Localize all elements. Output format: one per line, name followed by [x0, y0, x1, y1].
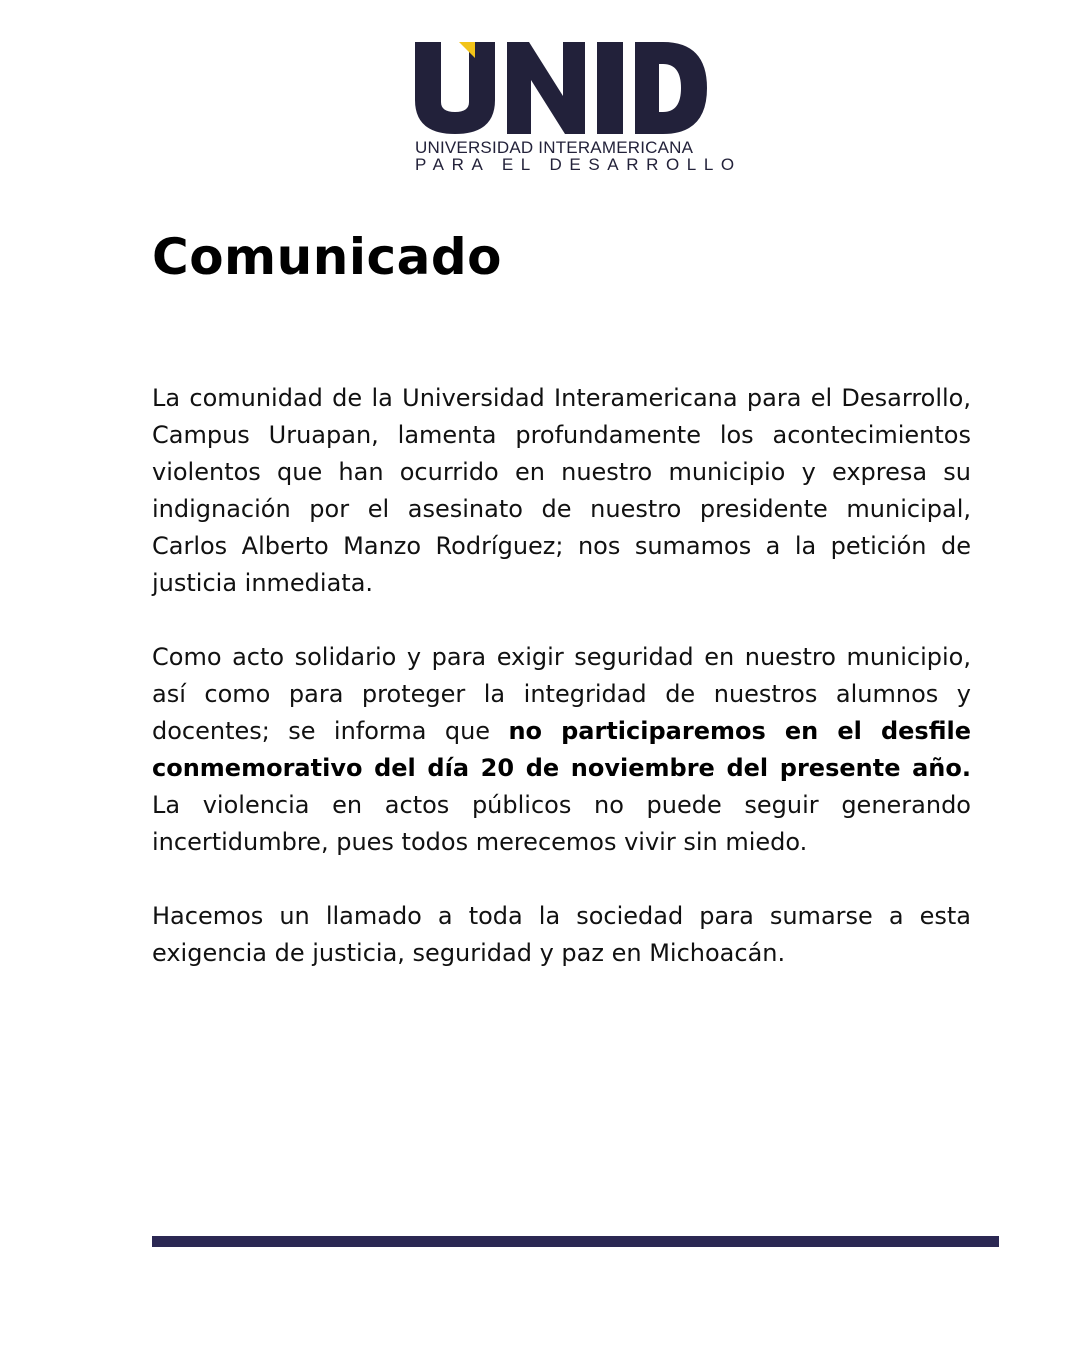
- document-title: Comunicado: [152, 228, 502, 286]
- footer-divider-bar: [152, 1236, 999, 1247]
- paragraph-2: [152, 639, 971, 861]
- paragraph-2-start: Como acto solidario y para exigir seguridad en nuestro municipio, así como para proteger la integridad de nuestros alumnos y docentes; se informa que: [152, 643, 971, 745]
- logo-letter-n: [507, 42, 585, 134]
- paragraph-2-end: La violencia en actos públicos no puede seguir generando incertidumbre, pues todos merecemos vivir sin miedo.: [152, 791, 971, 856]
- logo-accent-mark: [459, 42, 475, 58]
- document-body: [152, 380, 971, 1009]
- paragraph-2-bold: no participaremos en el desfile conmemorativo del día 20 de noviembre del presente año.: [152, 717, 971, 782]
- logo-tagline: PARA EL DESARROLLO: [415, 155, 742, 174]
- logo-letter-d: [635, 42, 707, 134]
- paragraph-3: Hacemos un llamado a toda la sociedad para sumarse a esta exigencia de justicia, seguridad y paz en Michoacán.: [152, 902, 971, 967]
- logo-letter-u: [415, 42, 495, 134]
- paragraph-1: La comunidad de la Universidad Interamericana para el Desarrollo, Campus Uruapan, lamenta profundamente los acontecimientos violentos que han ocurrido en nuestro municipio y expresa su indignación por el asesinato de nuestro presidente municipal, Carlos Alberto Manzo Rodríguez; nos sumamos a la petición de justicia inmediata.: [152, 384, 971, 597]
- unid-wordmark-logo: [415, 42, 707, 134]
- logo-university-name: UNIVERSIDAD INTERAMERICANA: [415, 138, 694, 157]
- unid-logo: [415, 42, 742, 174]
- logo-letter-i: [597, 42, 623, 134]
